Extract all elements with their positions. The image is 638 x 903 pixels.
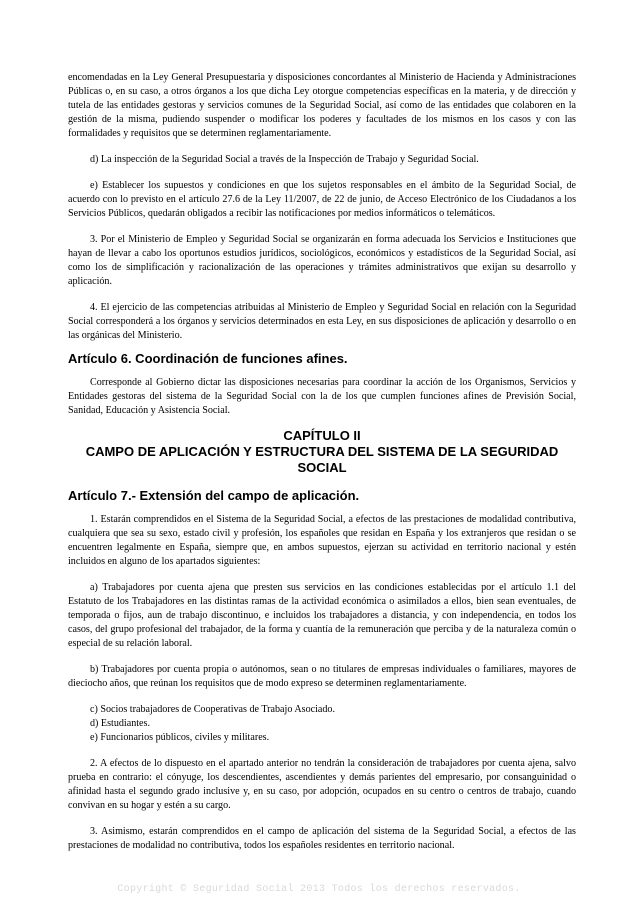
list-item: e) Funcionarios públicos, civiles y militares. — [90, 732, 270, 743]
paragraph: encomendadas en la Ley General Presupuestaria y disposiciones concordantes al Ministerio de Hacienda y Administraciones Públicas o, en su caso, a otros órganos a los que dicha Ley otorgue competencias específicas en la materia, y de dirección y tutela de las entidades gestoras y servicios comunes de la Seguridad Social, así como de las entidades que colaboren en la gestión de la misma, pudiendo suspender o modificar los poderes y facultades de los mismos en los casos y con las formalidades y requisitos que se determinen reglamentariamente. — [68, 72, 576, 139]
paragraph: e) Establecer los supuestos y condiciones en que los sujetos responsables en el ámbito de la Seguridad Social, de acuerdo con lo previsto en el artículo 27.6 de la Ley 11/2007, de 22 de junio, de Acceso Electrónico de los Ciudadanos a los Servicios Públicos, quedarán obligados a recibir las notificaciones por medios informáticos o telemáticos. — [68, 180, 576, 219]
paragraph: 4. El ejercicio de las competencias atribuidas al Ministerio de Empleo y Seguridad Social en relación con la Seguridad Social corresponderá a los órganos y servicios determinados en esta Ley, en sus disposiciones de aplicación y desarrollo o en las orgánicas del Ministerio. — [68, 302, 576, 341]
paragraph: 3. Asimismo, estarán comprendidos en el campo de aplicación del sistema de la Seguridad Social, a efectos de las prestaciones de modalidad no contributiva, todos los españoles residentes en territorio nacional. — [68, 826, 576, 851]
paragraph: 1. Estarán comprendidos en el Sistema de la Seguridad Social, a efectos de las prestaciones de modalidad contributiva, cualquiera que sea su sexo, estado civil y profesión, los españoles que residan en España y los extranjeros que residan o se encuentren legalmente en España, siempre que, en ambos supuestos, ejerzan su actividad en territorio nacional y estén incluidos en alguno de los apartados siguientes: — [68, 514, 576, 567]
paragraph: 3. Por el Ministerio de Empleo y Seguridad Social se organizarán en forma adecuada los Servicios e Instituciones que hayan de llevar a cabo los oportunos estudios jurídicos, sociológicos, económicos y estadísticos de la Seguridad Social, así como los de simplificación y racionalización de las operaciones y trámites administrativos que exijan su desarrollo y aplicación. — [68, 234, 576, 287]
paragraph: Corresponde al Gobierno dictar las disposiciones necesarias para coordinar la acción de los Organismos, Servicios y Entidades gestoras del sistema de la Seguridad Social con la de los que cumplen funciones afines de Previsión Social, Sanidad, Educación y Asistencia Social. — [68, 377, 576, 416]
paragraph: d) La inspección de la Seguridad Social a través de la Inspección de Trabajo y Seguridad Social. — [90, 154, 479, 165]
list-item: c) Socios trabajadores de Cooperativas de Trabajo Asociado. — [90, 704, 335, 715]
chapter-title: CAMPO DE APLICACIÓN Y ESTRUCTURA DEL SISTEMA DE LA SEGURIDAD SOCIAL — [85, 444, 559, 475]
paragraph: b) Trabajadores por cuenta propia o autónomos, sean o no titulares de empresas individuales o familiares, mayores de dieciocho años, que reúnan los requisitos que de modo expreso se determinen reglamentariamente. — [68, 664, 576, 689]
list-item: d) Estudiantes. — [90, 718, 150, 729]
paragraph: 2. A efectos de lo dispuesto en el apartado anterior no tendrán la consideración de trabajadores por cuenta ajena, salvo prueba en contrario: el cónyuge, los descendientes, ascendientes y demás parientes del empresario, por consanguinidad o afinidad hasta el segundo grado inclusive y, en su caso, por adopción, ocupados en su centro o centros de trabajo, cuando convivan en su hogar y estén a su cargo. — [68, 758, 576, 811]
paragraph: a) Trabajadores por cuenta ajena que presten sus servicios en las condiciones establecidas por el artículo 1.1 del Estatuto de los Trabajadores en las distintas ramas de la actividad económica o asimilados a ellos, bien sean eventuales, de temporada o fijos, aun de trabajo discontinuo, e incluidos los trabajadores a distancia, y con independencia, en todos los casos, del grupo profesional del trabajador, de la forma y cuantía de la remuneración que perciba y de la naturaleza común o especial de su relación laboral. — [68, 582, 576, 649]
copyright-footer: Copyright © Seguridad Social 2013 Todos los derechos reservados. — [117, 884, 521, 895]
article-7-heading: Artículo 7.- Extensión del campo de aplicación. — [68, 488, 360, 503]
document-page — [68, 71, 576, 853]
article-6-heading: Artículo 6. Coordinación de funciones afines. — [68, 351, 348, 366]
chapter-number: CAPÍTULO II — [283, 428, 361, 443]
